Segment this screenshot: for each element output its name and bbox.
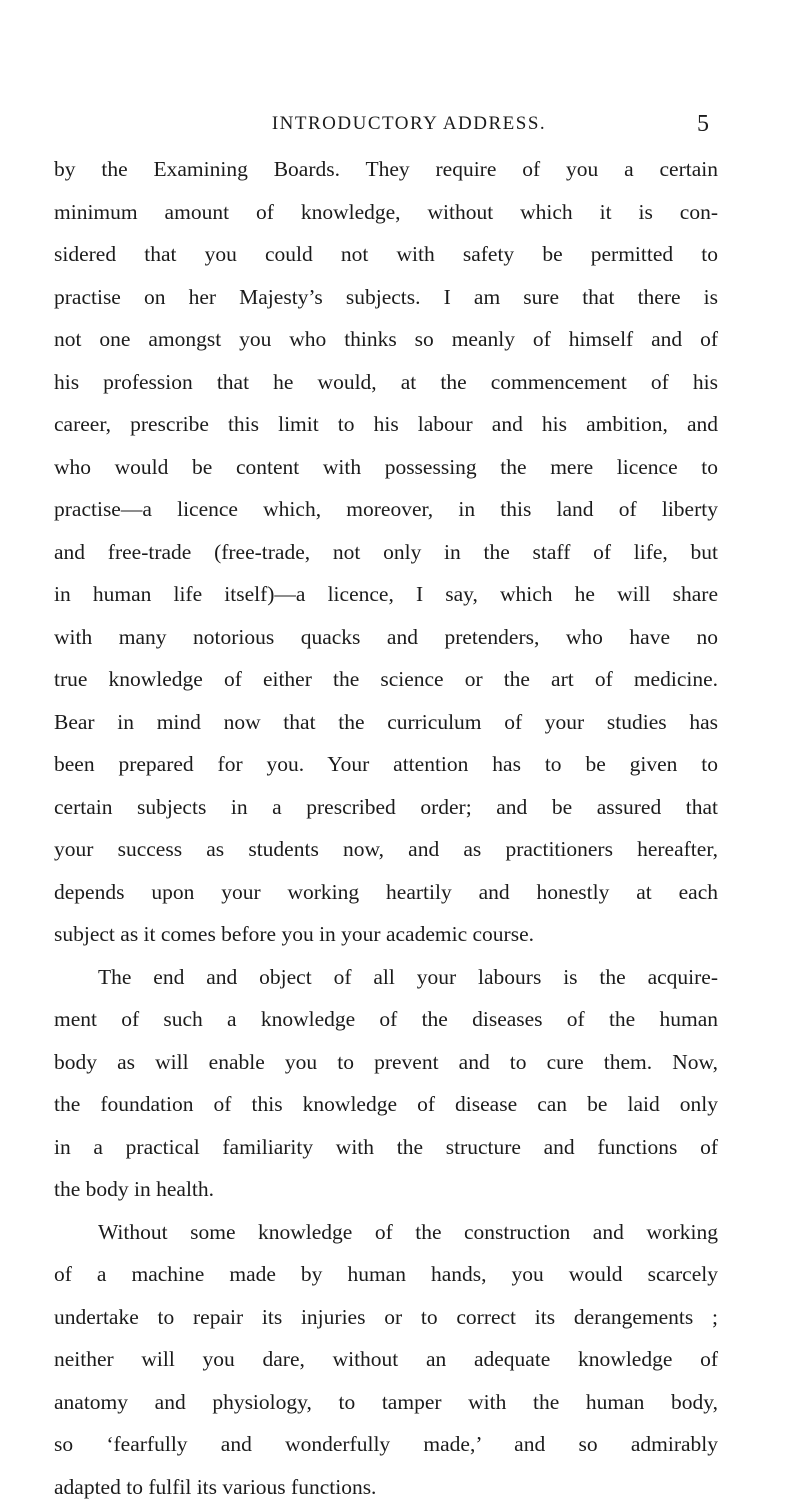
text-line: with many notorious quacks and pretenders, who have no bbox=[54, 616, 718, 659]
text-line: not one amongst you who thinks so meanly of himself and of bbox=[54, 318, 718, 361]
text-line: and free-trade (free-trade, not only in the staff of life, but bbox=[54, 531, 718, 574]
text-line: who would be content with possessing the mere licence to bbox=[54, 446, 718, 489]
text-line: your success as students now, and as practitioners hereafter, bbox=[54, 828, 718, 871]
text-line: in human life itself)—a licence, I say, which he will share bbox=[54, 573, 718, 616]
text-line: by the Examining Boards. They require of you a certain bbox=[54, 148, 718, 191]
text-line: neither will you dare, without an adequate knowledge of bbox=[54, 1338, 718, 1381]
text-line: the body in health. bbox=[54, 1168, 718, 1211]
text-line: certain subjects in a prescribed order; and be assured that bbox=[54, 786, 718, 829]
text-line: subject as it comes before you in your academic course. bbox=[54, 913, 718, 956]
text-line: true knowledge of either the science or the art of medicine. bbox=[54, 658, 718, 701]
body-text bbox=[54, 148, 718, 1508]
text-line: depends upon your working heartily and honestly at each bbox=[54, 871, 718, 914]
text-line: career, prescribe this limit to his labour and his ambition, and bbox=[54, 403, 718, 446]
text-line: in a practical familiarity with the structure and functions of bbox=[54, 1126, 718, 1169]
text-line: adapted to fulfil its various functions. bbox=[54, 1466, 718, 1508]
text-line: his profession that he would, at the commencement of his bbox=[54, 361, 718, 404]
text-line: body as will enable you to prevent and to cure them. Now, bbox=[54, 1041, 718, 1084]
paragraph-start-line: The end and object of all your labours is the acquire- bbox=[54, 956, 718, 999]
text-line: undertake to repair its injuries or to correct its derangements ; bbox=[54, 1296, 718, 1339]
running-title: INTRODUCTORY ADDRESS. bbox=[109, 104, 709, 144]
text-line: of a machine made by human hands, you would scarcely bbox=[54, 1253, 718, 1296]
text-line: been prepared for you. Your attention has to be given to bbox=[54, 743, 718, 786]
text-line: Bear in mind now that the curriculum of your studies has bbox=[54, 701, 718, 744]
text-line: sidered that you could not with safety be permitted to bbox=[54, 233, 718, 276]
text-line: ment of such a knowledge of the diseases of the human bbox=[54, 998, 718, 1041]
paragraph-start-line: Without some knowledge of the construction and working bbox=[54, 1211, 718, 1254]
text-line: practise on her Majesty’s subjects. I am sure that there is bbox=[54, 276, 718, 319]
text-line: so ‘fearfully and wonderfully made,’ and so admirably bbox=[54, 1423, 718, 1466]
text-line: anatomy and physiology, to tamper with the human body, bbox=[54, 1381, 718, 1424]
text-line: minimum amount of knowledge, without which it is con- bbox=[54, 191, 718, 234]
running-head bbox=[109, 104, 709, 144]
text-line: practise—a licence which, moreover, in this land of liberty bbox=[54, 488, 718, 531]
text-line: the foundation of this knowledge of disease can be laid only bbox=[54, 1083, 718, 1126]
page-number: 5 bbox=[697, 104, 709, 144]
